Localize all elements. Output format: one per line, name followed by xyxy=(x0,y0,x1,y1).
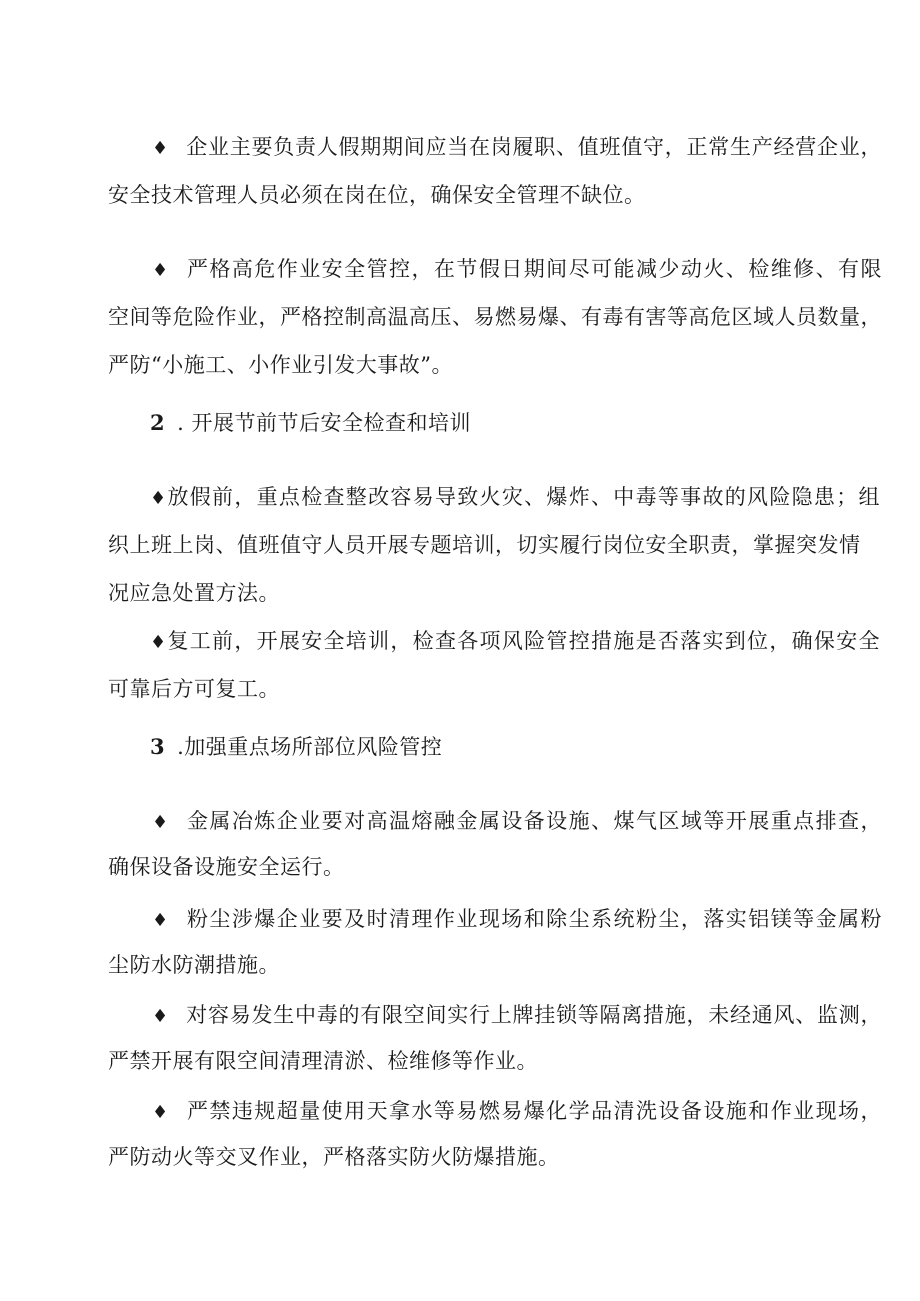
paragraph-text: 严禁开展有限空间清理清淤、检维修等作业。 xyxy=(108,1049,538,1073)
paragraph-line xyxy=(108,1096,882,1128)
diamond-bullet-icon: ♦ xyxy=(150,488,168,509)
paragraph-line xyxy=(108,904,882,936)
diamond-bullet-icon: ♦ xyxy=(152,1006,169,1027)
paragraph-line xyxy=(108,806,882,838)
section-number: 2 xyxy=(150,410,166,435)
section-number: 3 xyxy=(150,734,166,759)
paragraph-line xyxy=(108,530,861,560)
diamond-bullet-icon: ♦ xyxy=(152,812,169,833)
paragraph-line xyxy=(108,852,838,882)
section-heading xyxy=(108,408,880,438)
paragraph-text: 放假前，重点检查整改容易导致火灾、爆炸、中毒等事故的风险隐患；组 xyxy=(167,485,881,509)
diamond-bullet-icon: ♦ xyxy=(152,1102,169,1123)
paragraph-text: 对容易发生中毒的有限空间实行上牌挂锁等隔离措施，未经通风、监测， xyxy=(186,1003,882,1027)
paragraph-text: 安全技术管理人员必须在岗在位，确保安全管理不缺位。 xyxy=(108,183,646,207)
paragraph-line xyxy=(108,482,880,514)
paragraph-text: 企业主要负责人假期期间应当在岗履职、值班值守，正常生产经营企业， xyxy=(186,135,882,159)
paragraph-line xyxy=(108,578,838,608)
paragraph-line xyxy=(108,1142,838,1172)
paragraph-line xyxy=(108,132,882,164)
paragraph-line xyxy=(108,302,882,332)
diamond-bullet-icon: ♦ xyxy=(152,910,169,931)
paragraph-text: 严防“小施工、小作业引发大事故”。 xyxy=(108,353,453,377)
section-title: .加强重点场所部位风险管控 xyxy=(177,735,443,759)
paragraph-text: 严禁违规超量使用天拿水等易燃易爆化学品清洗设备设施和作业现场， xyxy=(186,1099,882,1123)
paragraph-line xyxy=(108,1046,838,1076)
paragraph-line xyxy=(108,950,838,980)
paragraph-text: 严防动火等交叉作业，严格落实防火防爆措施。 xyxy=(108,1145,560,1169)
paragraph-text: 况应急处置方法。 xyxy=(108,581,280,605)
paragraph-text: 可靠后方可复工。 xyxy=(108,677,280,701)
paragraph-text: 织上班上岗、值班值守人员开展专题培训，切实履行岗位安全职责，掌握突发情 xyxy=(108,533,861,557)
paragraph-text: 尘防水防潮措施。 xyxy=(108,953,280,977)
paragraph-text: 复工前，开展安全培训，检查各项风险管控措施是否落实到位，确保安全 xyxy=(167,629,881,653)
paragraph-text: 确保设备设施安全运行。 xyxy=(108,855,345,879)
paragraph-text: 严格高危作业安全管控，在节假日期间尽可能减少动火、检维修、有限 xyxy=(186,257,882,281)
section-title: . 开展节前节后安全检查和培训 xyxy=(177,411,471,435)
paragraph-text: 空间等危险作业，严格控制高温高压、易燃易爆、有毒有害等高危区域人员数量， xyxy=(108,305,882,329)
paragraph-line xyxy=(108,626,880,658)
paragraph-line xyxy=(108,674,838,704)
paragraph-line xyxy=(108,180,838,210)
paragraph-text: 金属冶炼企业要对高温熔融金属设备设施、煤气区域等开展重点排查， xyxy=(186,809,882,833)
diamond-bullet-icon: ♦ xyxy=(150,632,168,653)
paragraph-line xyxy=(108,1000,882,1032)
diamond-bullet-icon: ♦ xyxy=(152,260,169,281)
diamond-bullet-icon: ♦ xyxy=(152,138,169,159)
paragraph-text: 粉尘涉爆企业要及时清理作业现场和除尘系统粉尘，落实铝镁等金属粉 xyxy=(186,907,882,931)
paragraph-line xyxy=(108,350,838,380)
paragraph-line xyxy=(108,254,882,286)
section-heading xyxy=(108,732,880,762)
